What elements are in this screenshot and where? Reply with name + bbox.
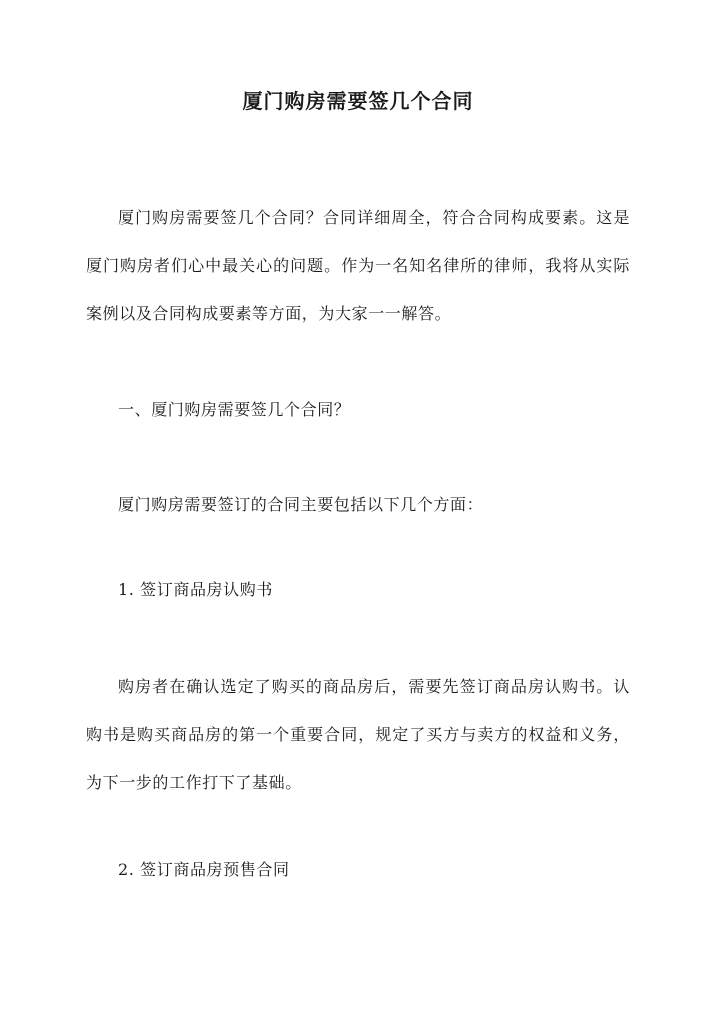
lead-paragraph: 厦门购房需要签订的合同主要包括以下几个方面： <box>118 495 484 514</box>
intro-paragraph: 厦门购房需要签几个合同？合同详细周全，符合合同构成要素。这是厦门购房者们心中最关心的问题。作为一名知名律所的律师，我将从实际案例以及合同构成要素等方面，为大家一一解答。 <box>86 208 630 323</box>
item-1-heading: 1. 签订商品房认购书 <box>118 580 273 599</box>
item-2-heading: 2. 签订商品房预售合同 <box>118 860 290 879</box>
document-title: 厦门购房需要签几个合同 <box>242 89 474 113</box>
section-heading: 一、厦门购房需要签几个合同？ <box>118 400 351 419</box>
item-1-body: 购房者在确认选定了购买的商品房后，需要先签订商品房认购书。认购书是购买商品房的第一个重要合同，规定了买方与卖方的权益和义务，为下一步的工作打下了基础。 <box>86 677 630 792</box>
